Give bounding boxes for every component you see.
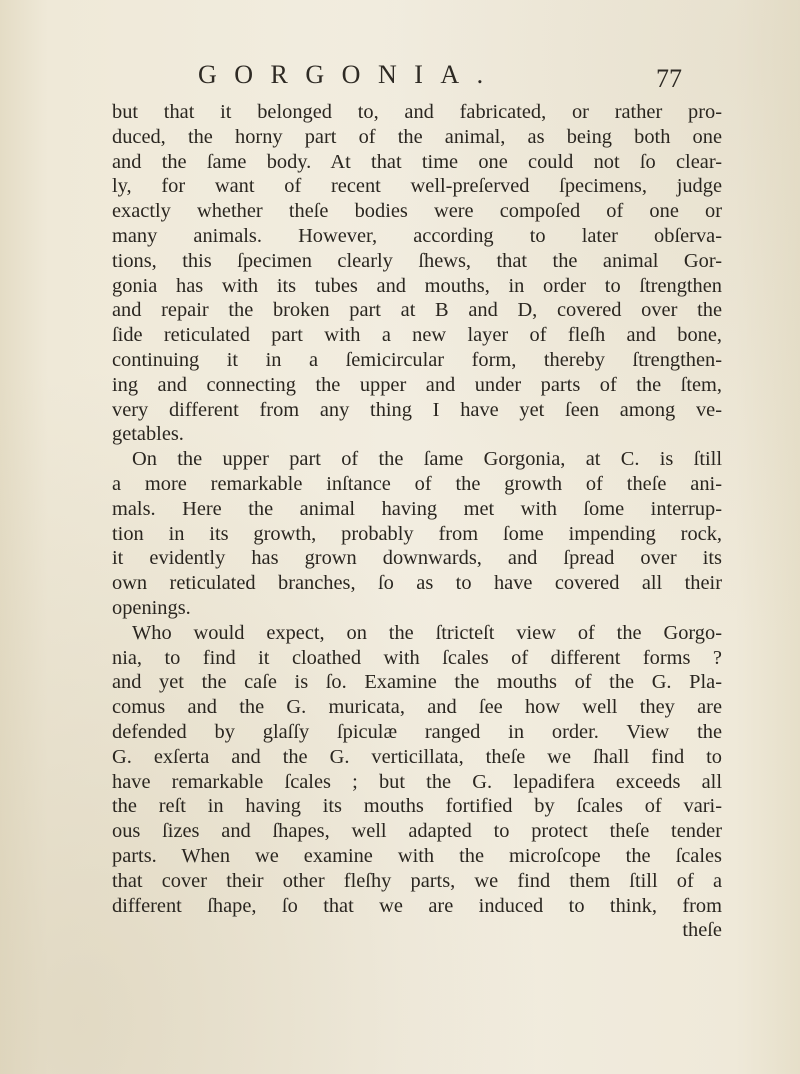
text-line: tion in its growth, probably from ſome impending rock, [112, 522, 722, 545]
text-line: it evidently has grown downwards, and ſpread over its [112, 547, 722, 570]
text-line: exactly whether theſe bodies were compoſed of one or [112, 200, 722, 223]
text-line: ous ſizes and ſhapes, well adapted to protect theſe tender [112, 820, 722, 843]
text-line: tions, this ſpecimen clearly ſhews, that the animal Gor- [112, 249, 722, 272]
text-line: parts. When we examine with the microſcope the ſcales [112, 844, 722, 867]
page-number: 77 [656, 64, 682, 93]
text-line: but that it belonged to, and fabricated, or rather pro- [112, 101, 722, 123]
text-line: and repair the broken part at B and D, covered over the [112, 299, 722, 322]
text-line: gonia has with its tubes and mouths, in order to ſtrengthen [112, 274, 722, 297]
text-line: different ſhape, ſo that we are induced to think, from [112, 894, 722, 917]
text-line: continuing it in a ſemicircular form, thereby ſtrengthen- [112, 348, 722, 371]
text-line: G. exſerta and the G. verticillata, theſe we ſhall find to [112, 745, 722, 768]
text-line: many animals. However, according to later obſerva- [112, 224, 722, 247]
text-line: defended by glaſſy ſpiculæ ranged in order. View the [112, 720, 722, 743]
text-line: openings. [112, 596, 191, 619]
catchword: theſe [682, 919, 722, 942]
text-line: ſide reticulated part with a new layer of fleſh and bone, [112, 324, 722, 347]
text-line: very different from any thing I have yet ſeen among ve- [112, 398, 722, 421]
text-line: getables. [112, 423, 184, 446]
text-line: ly, for want of recent well-preſerved ſpecimens, judge [112, 175, 722, 198]
text-line: duced, the horny part of the animal, as being both one [112, 125, 722, 148]
text-line: Who would expect, on the ſtricteſt view of the Gorgo- [132, 621, 722, 644]
text-line: and yet the caſe is ſo. Examine the mouths of the G. Pla- [112, 671, 722, 694]
page-header [198, 60, 682, 93]
text-line: ing and connecting the upper and under parts of the ſtem, [112, 373, 722, 396]
text-line: comus and the G. muricata, and ſee how well they are [112, 696, 722, 719]
text-line: nia, to find it cloathed with ſcales of different forms ? [112, 646, 722, 669]
text-line: the reſt in having its mouths fortified by ſcales of vari- [112, 795, 722, 818]
text-line: and the ſame body. At that time one could not ſo clear- [112, 150, 722, 173]
text-line: own reticulated branches, ſo as to have covered all their [112, 572, 722, 595]
text-line: a more remarkable inſtance of the growth of theſe ani- [112, 472, 722, 495]
text-line: that cover their other fleſhy parts, we find them ſtill of a [112, 869, 722, 892]
running-head: GORGONIA. [198, 60, 501, 89]
body-text [112, 100, 722, 943]
text-line: mals. Here the animal having met with ſome interrup- [112, 497, 722, 520]
text-line: have remarkable ſcales ; but the G. lepadifera exceeds all [112, 770, 722, 793]
text-line: On the upper part of the ſame Gorgonia, at C. is ſtill [132, 448, 722, 471]
